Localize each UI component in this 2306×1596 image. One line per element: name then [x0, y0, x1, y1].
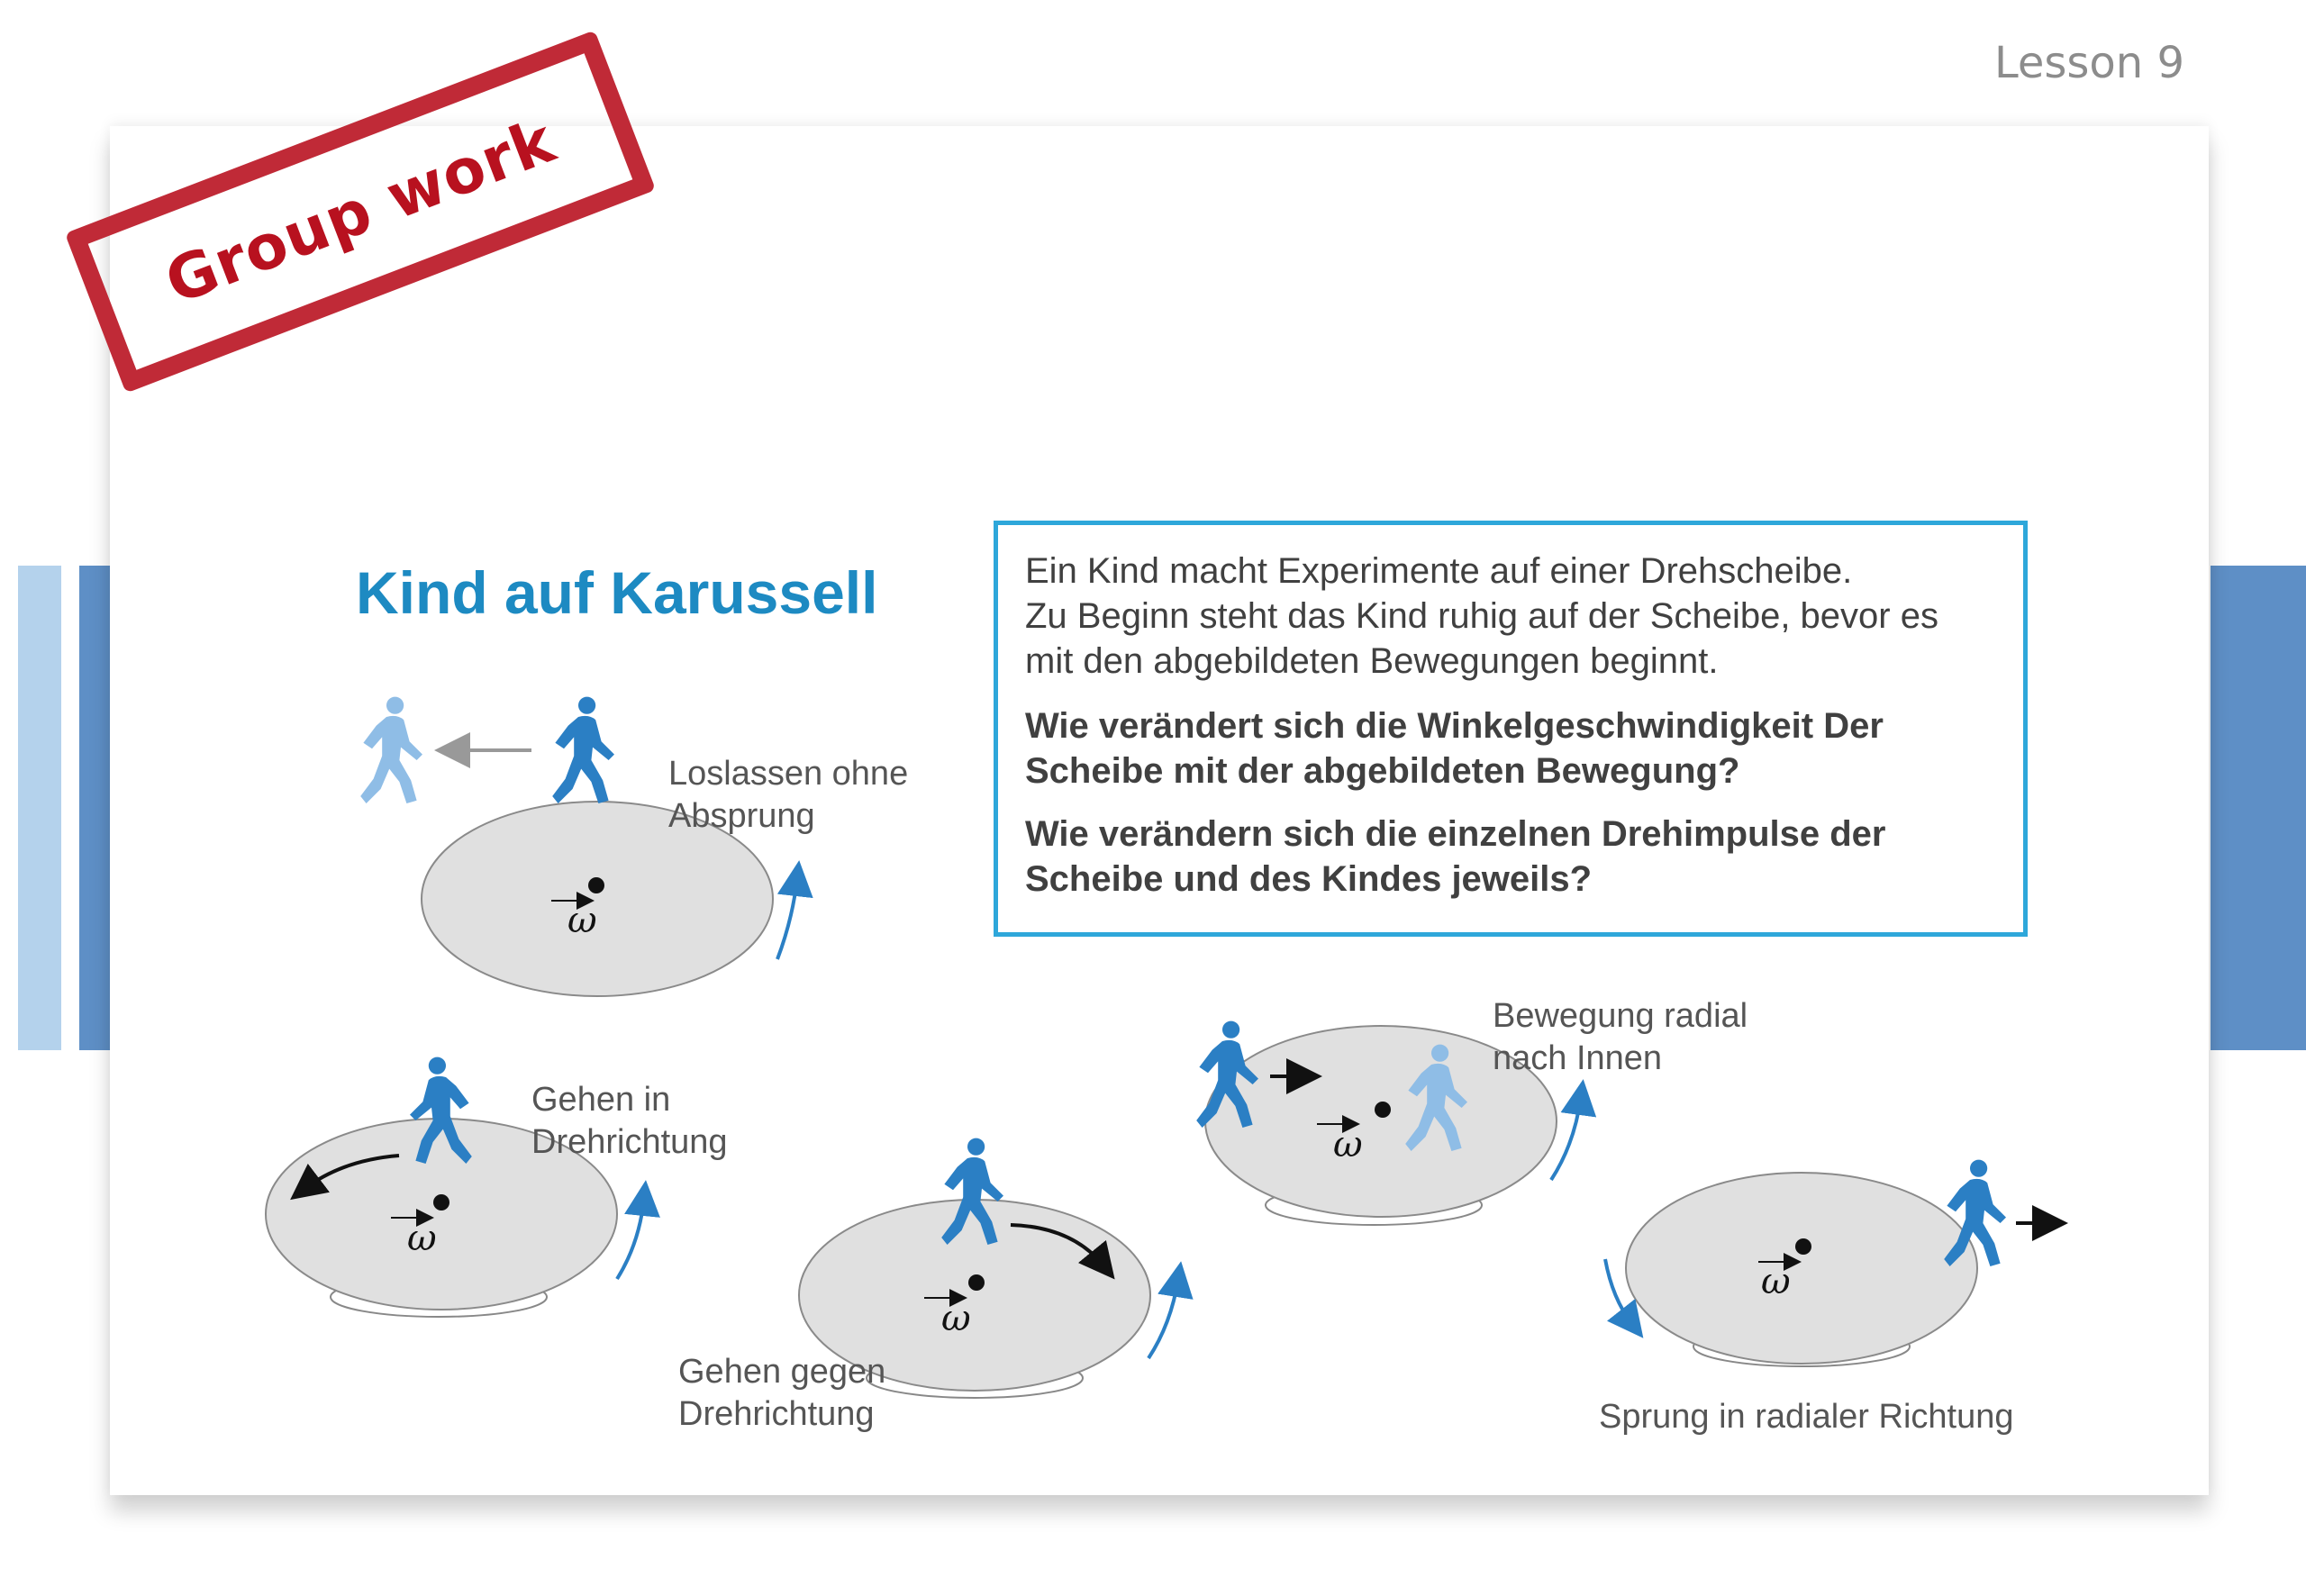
task-intro-line2: Zu Beginn steht das Kind ruhig auf der Scheibe, bevor es mit den abgebildeten Bewegungen beginnt.: [1025, 596, 1938, 681]
caption-line: Sprung in radialer Richtung: [1599, 1398, 2014, 1436]
caption-line: Gehen gegen: [678, 1353, 886, 1391]
rotation-arrow: [617, 1198, 644, 1279]
caption-line: Loslassen ohne: [668, 755, 909, 793]
slide-title: Kind auf Karussell: [356, 559, 878, 626]
omega-label: ω: [1761, 1261, 1791, 1302]
disc-center: [968, 1274, 985, 1291]
caption-scenario-1: [668, 753, 908, 838]
scenario-1: [360, 697, 797, 996]
caption-line: Drehrichtung: [531, 1123, 728, 1161]
disc: [1626, 1173, 1977, 1364]
caption-scenario-2: [531, 1079, 728, 1164]
rotation-arrow: [1148, 1279, 1178, 1358]
child-figure-faded: [360, 697, 422, 803]
stamp-text: Group work: [156, 104, 565, 319]
caption-line: Gehen in: [531, 1081, 671, 1119]
task-question-1: Wie verändert sich die Winkelgeschwindigkeit Der Scheibe mit der abgebildeten Bewegung?: [1025, 706, 1884, 791]
omega-label: ω: [407, 1218, 437, 1259]
disc-center: [588, 877, 604, 893]
disc-center: [433, 1194, 449, 1211]
omega-label: ω: [567, 900, 597, 941]
scenario-5: [1605, 1160, 2050, 1366]
caption-line: Drehrichtung: [678, 1395, 875, 1433]
caption-scenario-3: [678, 1351, 885, 1436]
caption-line: Absprung: [668, 797, 815, 835]
caption-scenario-4: [1493, 995, 1748, 1080]
omega-label: ω: [941, 1298, 971, 1339]
rotation-arrow: [777, 878, 797, 959]
child-figure: [552, 697, 614, 803]
task-question-2: Wie verändern sich die einzelnen Drehimpulse der Scheibe und des Kindes jeweils?: [1025, 814, 1886, 899]
lesson-label: Lesson 9: [1993, 38, 2184, 88]
disc-center: [1795, 1238, 1811, 1255]
omega-label: ω: [1333, 1124, 1363, 1165]
caption-line: nach Innen: [1493, 1039, 1663, 1077]
caption-scenario-5: [1599, 1396, 2014, 1438]
disc-center: [1375, 1102, 1391, 1118]
caption-line: Bewegung radial: [1493, 997, 1748, 1035]
task-intro-line1: Ein Kind macht Experimente auf einer Drehscheibe.: [1025, 551, 1853, 591]
